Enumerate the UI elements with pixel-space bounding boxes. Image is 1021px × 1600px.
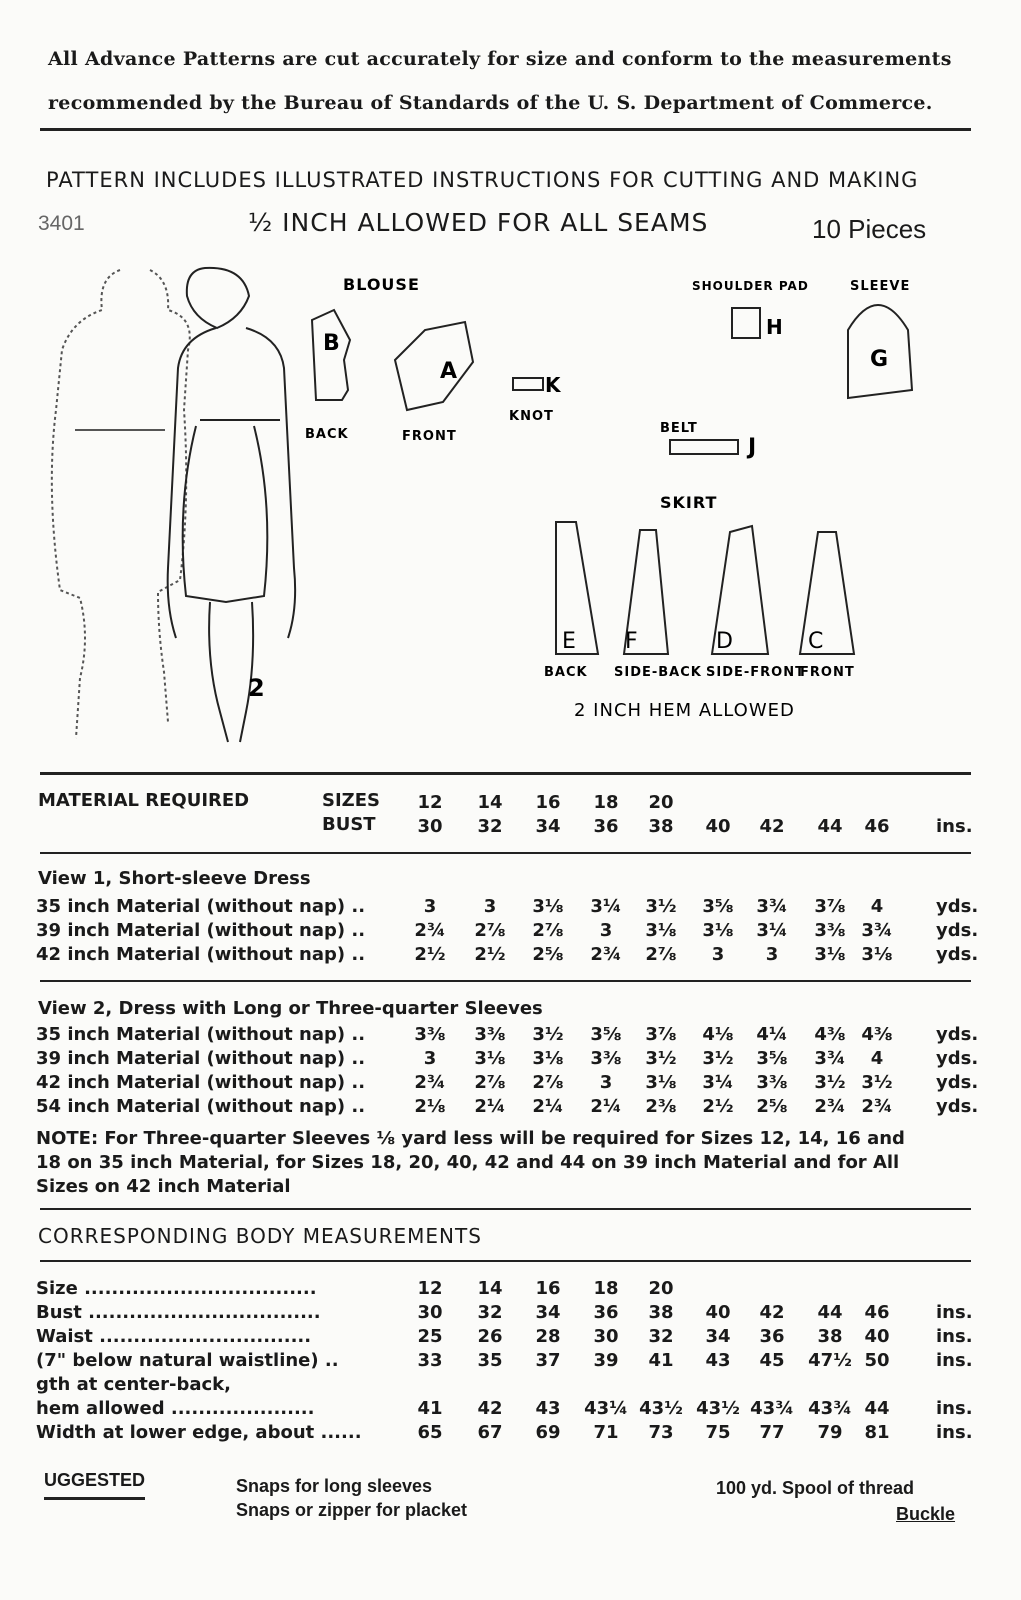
cell-value: 3	[711, 944, 725, 965]
unit-label: yds.	[936, 1072, 979, 1093]
belt-label: BELT	[660, 421, 698, 436]
cell-value: 3⅝	[702, 896, 734, 917]
table-row	[36, 1302, 973, 1326]
row-label: hem allowed .....................	[36, 1398, 315, 1419]
cell-value: 4¼	[756, 1024, 788, 1045]
cell-value: 32	[648, 1326, 674, 1347]
row-label: 39 inch Material (without nap) ..	[36, 920, 366, 941]
unit-label: ins.	[936, 1350, 973, 1371]
view2-title: View 2, Dress with Long or Three-quarter Sleeves	[38, 998, 543, 1019]
pattern-diagram	[0, 250, 1021, 750]
cell-value: 2¾	[590, 944, 622, 965]
cell-value: 43	[535, 1398, 561, 1419]
cell-value: 28	[535, 1326, 561, 1347]
cell-value: 40	[864, 1326, 890, 1347]
piece-k-letter: K	[545, 373, 561, 397]
skirt-letter-c: C	[808, 629, 824, 654]
cell-value: 36	[593, 1302, 619, 1323]
cell-value: 65	[417, 1422, 443, 1443]
skirt-letter-e: E	[562, 629, 576, 654]
unit-label: yds.	[936, 920, 979, 941]
bust-value: 40	[705, 816, 731, 837]
cell-value: 2¼	[590, 1096, 622, 1117]
cell-value: 38	[817, 1326, 843, 1347]
row-label: 42 inch Material (without nap) ..	[36, 1072, 366, 1093]
skirt-label-front: FRONT	[800, 665, 855, 680]
cell-value: 4	[870, 1048, 884, 1069]
skirt-label-back: BACK	[544, 665, 588, 680]
cell-value: 3¾	[814, 1048, 846, 1069]
cell-value: 12	[417, 1278, 443, 1299]
sizes-label: SIZES	[322, 790, 380, 811]
piece-j-belt	[670, 440, 738, 454]
table-row	[36, 1326, 973, 1350]
table-row	[36, 1024, 979, 1048]
table-row	[36, 1350, 973, 1374]
row-label: 42 inch Material (without nap) ..	[36, 944, 366, 965]
body-title: CORRESPONDING BODY MEASUREMENTS	[38, 1224, 482, 1248]
row-label: (7" below natural waistline) ..	[36, 1350, 339, 1371]
cell-value: 2⅝	[532, 944, 564, 965]
cell-value: 30	[417, 1302, 443, 1323]
cell-value: 73	[648, 1422, 674, 1443]
view-number: 2	[248, 674, 265, 702]
cell-value: 3⅜	[474, 1024, 506, 1045]
row-label: Waist ...............................	[36, 1326, 312, 1347]
bust-value: 30	[417, 816, 443, 837]
cell-value: 50	[864, 1350, 890, 1371]
cell-value: 4⅜	[814, 1024, 846, 1045]
row-label: Size ..................................	[36, 1278, 317, 1299]
cell-value: 32	[477, 1302, 503, 1323]
cell-value: 2¾	[414, 920, 446, 941]
cell-value: 3½	[814, 1072, 846, 1093]
bust-value: 46	[864, 816, 890, 837]
cell-value: 41	[417, 1398, 443, 1419]
row-label: Bust ..................................	[36, 1302, 321, 1323]
cell-value: 2⅜	[645, 1096, 677, 1117]
cell-value: 43¼	[584, 1398, 628, 1419]
table-row	[36, 896, 979, 920]
material-title: MATERIAL REQUIRED	[38, 790, 250, 811]
cell-value: 20	[648, 1278, 674, 1299]
size-value: 16	[535, 792, 561, 813]
cell-value: 81	[864, 1422, 890, 1443]
cell-value: 2½	[474, 944, 506, 965]
back-label: BACK	[305, 427, 349, 442]
piece-a-front	[395, 322, 473, 410]
cell-value: 3¼	[590, 896, 622, 917]
table-row	[36, 1048, 979, 1072]
cell-value: 44	[864, 1398, 890, 1419]
table-row	[36, 1422, 973, 1446]
cell-value: 3⅛	[814, 944, 846, 965]
figure-view-1	[52, 270, 190, 738]
unit-label: yds.	[936, 896, 979, 917]
cell-value: 3	[483, 896, 497, 917]
cell-value: 44	[817, 1302, 843, 1323]
cell-value: 2⅞	[474, 1072, 506, 1093]
row-label: gth at center-back,	[36, 1374, 231, 1395]
size-value: 20	[648, 792, 674, 813]
cell-value: 3	[599, 920, 613, 941]
cell-value: 79	[817, 1422, 843, 1443]
bust-value: 34	[535, 816, 561, 837]
piece-b-letter: B	[323, 331, 340, 356]
cell-value: 2½	[702, 1096, 734, 1117]
size-value: 12	[417, 792, 443, 813]
pattern-number: 3401	[38, 212, 85, 235]
unit-label: ins.	[936, 1398, 973, 1419]
bust-value: 44	[817, 816, 843, 837]
cell-value: 3½	[645, 1048, 677, 1069]
size-value: 18	[593, 792, 619, 813]
cell-value: 4⅜	[861, 1024, 893, 1045]
cell-value: 18	[593, 1278, 619, 1299]
cell-value: 75	[705, 1422, 731, 1443]
row-label: 39 inch Material (without nap) ..	[36, 1048, 366, 1069]
table-row	[36, 1096, 979, 1120]
view1-title: View 1, Short-sleeve Dress	[38, 868, 311, 889]
piece-g-letter: G	[870, 347, 889, 372]
seams-note: ½ INCH ALLOWED FOR ALL SEAMS	[248, 208, 709, 237]
unit-label: ins.	[936, 1422, 973, 1443]
cell-value: 3	[765, 944, 779, 965]
hem-note: 2 INCH HEM ALLOWED	[574, 700, 795, 721]
cell-value: 45	[759, 1350, 785, 1371]
includes-heading: PATTERN INCLUDES ILLUSTRATED INSTRUCTIONS FOR CUTTING AND MAKING	[46, 168, 919, 192]
cell-value: 3½	[532, 1024, 564, 1045]
cell-value: 3	[599, 1072, 613, 1093]
cell-value: 2⅞	[532, 920, 564, 941]
cell-value: 67	[477, 1422, 503, 1443]
cell-value: 3⅛	[532, 1048, 564, 1069]
cell-value: 43¾	[808, 1398, 852, 1419]
cell-value: 4⅛	[702, 1024, 734, 1045]
piece-j-letter: J	[748, 435, 757, 460]
cell-value: 30	[593, 1326, 619, 1347]
table-row	[36, 1072, 979, 1096]
piece-h-shoulder-pad	[732, 308, 760, 338]
note-line-1: NOTE: For Three-quarter Sleeves ⅛ yard less will be required for Sizes 12, 14, 16 and	[36, 1128, 905, 1149]
cell-value: 3⅞	[814, 896, 846, 917]
pieces-count: 10 Pieces	[812, 214, 927, 244]
skirt-label-side-front: SIDE-FRONT	[706, 665, 805, 680]
cell-value: 4	[870, 896, 884, 917]
cell-value: 2⅞	[645, 944, 677, 965]
unit-label: yds.	[936, 944, 979, 965]
bust-label: BUST	[322, 814, 376, 835]
cell-value: 77	[759, 1422, 785, 1443]
cell-value: 42	[477, 1398, 503, 1419]
sizes-row	[36, 792, 969, 816]
blouse-title: BLOUSE	[343, 275, 420, 294]
cell-value: 14	[477, 1278, 503, 1299]
cell-value: 3⅛	[702, 920, 734, 941]
cell-value: 3	[423, 896, 437, 917]
skirt-label-side-back: SIDE-BACK	[614, 665, 702, 680]
cell-value: 3¾	[756, 896, 788, 917]
cell-value: 43½	[696, 1398, 740, 1419]
cell-value: 38	[648, 1302, 674, 1323]
cell-value: 2½	[414, 944, 446, 965]
cell-value: 43	[705, 1350, 731, 1371]
suggested-title: UGGESTED	[44, 1470, 145, 1500]
skirt-letter-d: D	[716, 629, 733, 654]
cell-value: 41	[648, 1350, 674, 1371]
cell-value: 34	[705, 1326, 731, 1347]
bust-value: 42	[759, 816, 785, 837]
cell-value: 43½	[639, 1398, 683, 1419]
suggested-item-3: 100 yd. Spool of thread	[716, 1478, 915, 1498]
cell-value: 2¼	[474, 1096, 506, 1117]
suggested-item-2: Snaps or zipper for placket	[236, 1500, 468, 1520]
bust-value: 38	[648, 816, 674, 837]
table-row	[36, 920, 979, 944]
cell-value: 3⅝	[590, 1024, 622, 1045]
cell-value: 3½	[861, 1072, 893, 1093]
cell-value: 3⅝	[756, 1048, 788, 1069]
cell-value: 37	[535, 1350, 561, 1371]
cell-value: 2⅞	[474, 920, 506, 941]
cell-value: 3⅛	[532, 896, 564, 917]
cell-value: 42	[759, 1302, 785, 1323]
cell-value: 3⅛	[474, 1048, 506, 1069]
divider	[40, 772, 971, 775]
cell-value: 2⅞	[532, 1072, 564, 1093]
cell-value: 2⅝	[756, 1096, 788, 1117]
cell-value: 2¾	[414, 1072, 446, 1093]
row-label: Width at lower edge, about ......	[36, 1422, 362, 1443]
piece-k-knot	[513, 378, 543, 390]
cell-value: 25	[417, 1326, 443, 1347]
unit-label: ins.	[936, 1326, 973, 1347]
divider	[40, 1260, 971, 1262]
cell-value: 35	[477, 1350, 503, 1371]
cell-value: 39	[593, 1350, 619, 1371]
row-label: 54 inch Material (without nap) ..	[36, 1096, 366, 1117]
divider	[40, 980, 971, 982]
cell-value: 71	[593, 1422, 619, 1443]
bust-row	[36, 816, 973, 840]
skirt-letter-f: F	[625, 629, 638, 654]
unit-label: yds.	[936, 1096, 979, 1117]
cell-value: 3½	[702, 1048, 734, 1069]
unit-label: ins.	[936, 1302, 973, 1323]
cell-value: 2⅛	[414, 1096, 446, 1117]
intro-line-2: recommended by the Bureau of Standards of the U. S. Department of Commerce.	[48, 92, 933, 114]
cell-value: 16	[535, 1278, 561, 1299]
cell-value: 3¾	[861, 920, 893, 941]
cell-value: 3⅛	[645, 1072, 677, 1093]
cell-value: 2¾	[861, 1096, 893, 1117]
cell-value: 3⅜	[756, 1072, 788, 1093]
cell-value: 47½	[808, 1350, 852, 1371]
piece-h-letter: H	[766, 315, 783, 339]
cell-value: 3¼	[756, 920, 788, 941]
intro-line-1: All Advance Patterns are cut accurately for size and conform to the measurements	[48, 48, 952, 70]
cell-value: 36	[759, 1326, 785, 1347]
cell-value: 3⅜	[814, 920, 846, 941]
table-row	[36, 1278, 969, 1302]
divider	[40, 128, 971, 131]
knot-label: KNOT	[509, 409, 554, 424]
cell-value: 3	[423, 1048, 437, 1069]
front-label: FRONT	[402, 429, 457, 444]
row-label: 35 inch Material (without nap) ..	[36, 1024, 366, 1045]
row-label: 35 inch Material (without nap) ..	[36, 896, 366, 917]
cell-value: 40	[705, 1302, 731, 1323]
sleeve-label: SLEEVE	[850, 279, 911, 294]
table-row	[36, 1374, 969, 1398]
cell-value: 46	[864, 1302, 890, 1323]
note-line-3: Sizes on 42 inch Material	[36, 1176, 291, 1197]
suggested-item-4: Buckle	[896, 1504, 956, 1524]
table-row	[36, 944, 979, 968]
cell-value: 3¼	[702, 1072, 734, 1093]
suggested-item-1: Snaps for long sleeves	[236, 1476, 433, 1496]
divider	[40, 1208, 971, 1210]
note-line-2: 18 on 35 inch Material, for Sizes 18, 20, 40, 42 and 44 on 39 inch Material and for All	[36, 1152, 900, 1173]
unit-label: yds.	[936, 1024, 979, 1045]
cell-value: 2¾	[814, 1096, 846, 1117]
bust-value: 32	[477, 816, 503, 837]
cell-value: 26	[477, 1326, 503, 1347]
unit-label: ins.	[936, 816, 973, 837]
cell-value: 3⅜	[414, 1024, 446, 1045]
size-value: 14	[477, 792, 503, 813]
cell-value: 69	[535, 1422, 561, 1443]
cell-value: 3½	[645, 896, 677, 917]
cell-value: 3⅛	[645, 920, 677, 941]
skirt-title: SKIRT	[660, 493, 718, 512]
cell-value: 3⅛	[861, 944, 893, 965]
piece-a-letter: A	[440, 359, 458, 384]
cell-value: 3⅞	[645, 1024, 677, 1045]
cell-value: 2¼	[532, 1096, 564, 1117]
unit-label: yds.	[936, 1048, 979, 1069]
cell-value: 33	[417, 1350, 443, 1371]
shoulder-pad-label: SHOULDER PAD	[692, 279, 809, 293]
cell-value: 43¾	[750, 1398, 794, 1419]
cell-value: 3⅜	[590, 1048, 622, 1069]
divider	[40, 852, 971, 854]
bust-value: 36	[593, 816, 619, 837]
cell-value: 34	[535, 1302, 561, 1323]
table-row	[36, 1398, 973, 1422]
